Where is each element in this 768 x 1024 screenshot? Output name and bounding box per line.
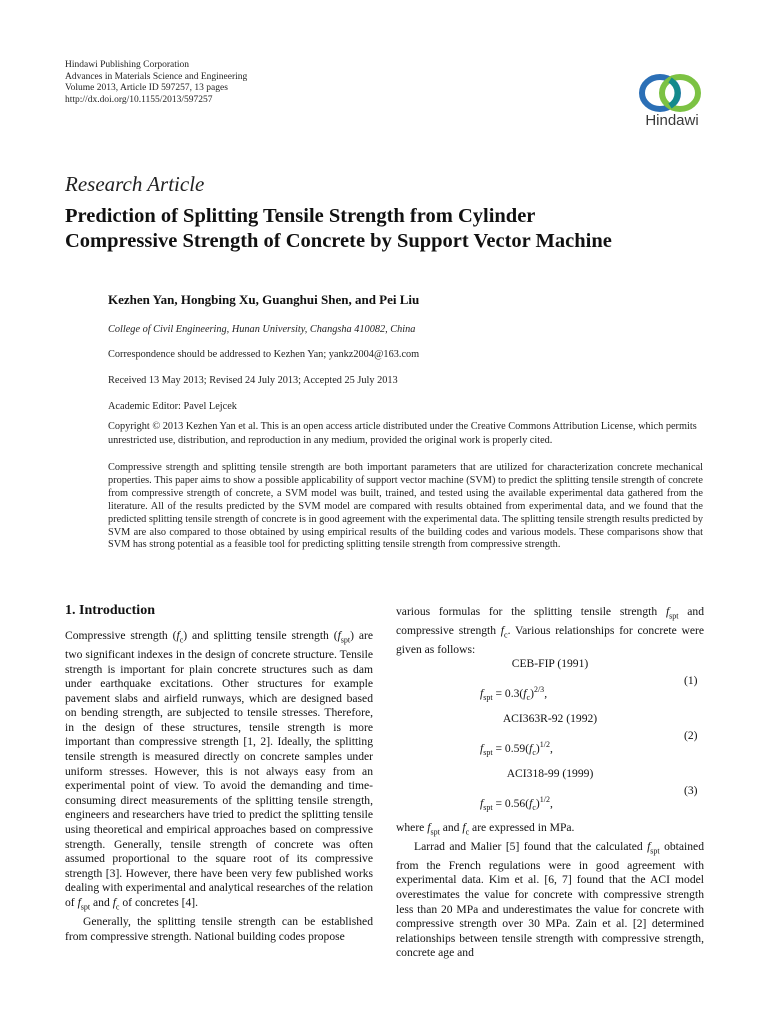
equation-1-number: (1) [684,674,698,687]
academic-editor: Academic Editor: Pavel Lejcek [108,401,237,412]
title-line-1: Prediction of Splitting Tensile Strength from Cylinder [65,205,536,227]
where-clause: where $f_{spt}$ and $f_c$ are expressed in MPa. [396,821,575,837]
intro-right-column-continued [396,821,704,961]
title-line-2: Compressive Strength of Concrete by Support Vector Machine [65,230,612,252]
equation-1-label: CEB-FIP (1991) [511,657,589,670]
equation-1: $f_{spt} = 0.3(f_c)^{2/3}$, [480,685,548,703]
hindawi-logo-text: Hindawi [645,112,699,129]
intro-paragraph-right-2: Larrad and Malier [5] found that the calculated $f_{spt}$ obtained from the French regulations were in good agreement with experimental data. Kim et al. [6, 7] found that the ACI model overestimates the value for concrete with compressive strength less than 20 MPa and underestimates the value for concrete with compressive strength over 30 MPa. Zain et al. [2] determined relationships between tensile strength with compressive strength, concrete age and [396,839,704,960]
author-list: Kezhen Yan, Hongbing Xu, Guanghui Shen, and Pei Liu [108,292,420,307]
intro-paragraph-1: Compressive strength $(f_c)$ and splitting tensile strength $(f_{spt})$ are two significant indexes in the design of concrete structure. Tensile strength is important for plain concrete structures such as dam under earthquake excitations. Other structures for example pavement slabs and airfield runways, which are designed based on bending strength, are subjected to tensile stresses. Therefore, in the design of these structures, tensile strength is more important than compressive strength [1, 2]. Ideally, the splitting tensile strength is measured directly on concrete samples under uniform stresses. However, this is not always easy from an experimental point of view. To avoid the demanding and time-consuming direct measurements of the splitting tensile strength, engineers and researchers have tried to predict the splitting tensile using theoretical and empirical approaches based on compressive strength. Generally, tensile strength of concrete was often assumed proportional to the square root of its compressive strength [3]. However, there have been very few published works dealing with experimental and analytical researches of the relation of $f_{spt}$ and $f_c$ of concretes [4]. [65,629,373,912]
volume-info: Volume 2013, Article ID 597257, 13 pages [65,83,228,94]
doi-link[interactable]: http://dx.doi.org/10.1155/2013/597257 [65,94,213,105]
equation-2-label: ACI363R-92 (1992) [502,712,598,725]
equation-3-label: ACI318-99 (1999) [506,767,594,780]
correspondence: Correspondence should be addressed to Kezhen Yan; yankz2004@163.com [108,349,420,360]
journal-name: Advances in Materials Science and Engineering [65,71,248,82]
equation-3: $f_{spt} = 0.56(f_c)^{1/2}$, [480,795,553,813]
abstract: Compressive strength and splitting tensile strength are both important parameters that are utilized for characterization concrete mechanical properties. This paper aims to show a possible applicability of support vector machine (SVM) to predict the splitting tensile strength of concrete from compressive strength of concrete, a SVM model was built, trained, and tested using the available experimental data gathered from the literature. All of the results predicted by the SVM model are compared with results obtained from experimental data, and we found that the predicted splitting tensile strength of concrete is in good agreement with the experimental data. The splitting tensile strength results predicted by SVM are also compared to those obtained by using empirical results of the building codes and various models. These comparisons show that SVM has strong potential as a feasible tool for predicting splitting tensile strength from compressive strength. [108,462,703,551]
journal-header [65,60,247,106]
publisher-name: Hindawi Publishing Corporation [65,60,190,70]
equation-3-number: (3) [684,784,698,797]
equation-2: $f_{spt} = 0.59(f_c)^{1/2}$, [480,740,553,758]
equation-2-number: (2) [684,729,698,742]
article-dates: Received 13 May 2013; Revised 24 July 2013; Accepted 25 July 2013 [108,375,398,386]
intro-paragraph-2: Generally, the splitting tensile strength can be established from compressive strength. National building codes propose [65,914,373,943]
intro-paragraph-right-1: various formulas for the splitting tensile strength $f_{spt}$ and compressive strength $f_c$. Various relationships for concrete were given as follows: [396,605,705,656]
affiliation: College of Civil Engineering, Hunan University, Changsha 410082, China [108,324,416,335]
article-type: Research Article [65,172,205,196]
article-title [65,204,715,254]
copyright-notice: Copyright © 2013 Kezhen Yan et al. This is an open access article distributed under the Creative Commons Attribution License, which permits unrestricted use, distribution, and reproduction in any medium, provided the original work is properly cited. [108,421,697,446]
section-heading-introduction: 1. Introduction [65,603,155,618]
intro-left-column [65,629,373,944]
intro-right-column [396,605,704,657]
